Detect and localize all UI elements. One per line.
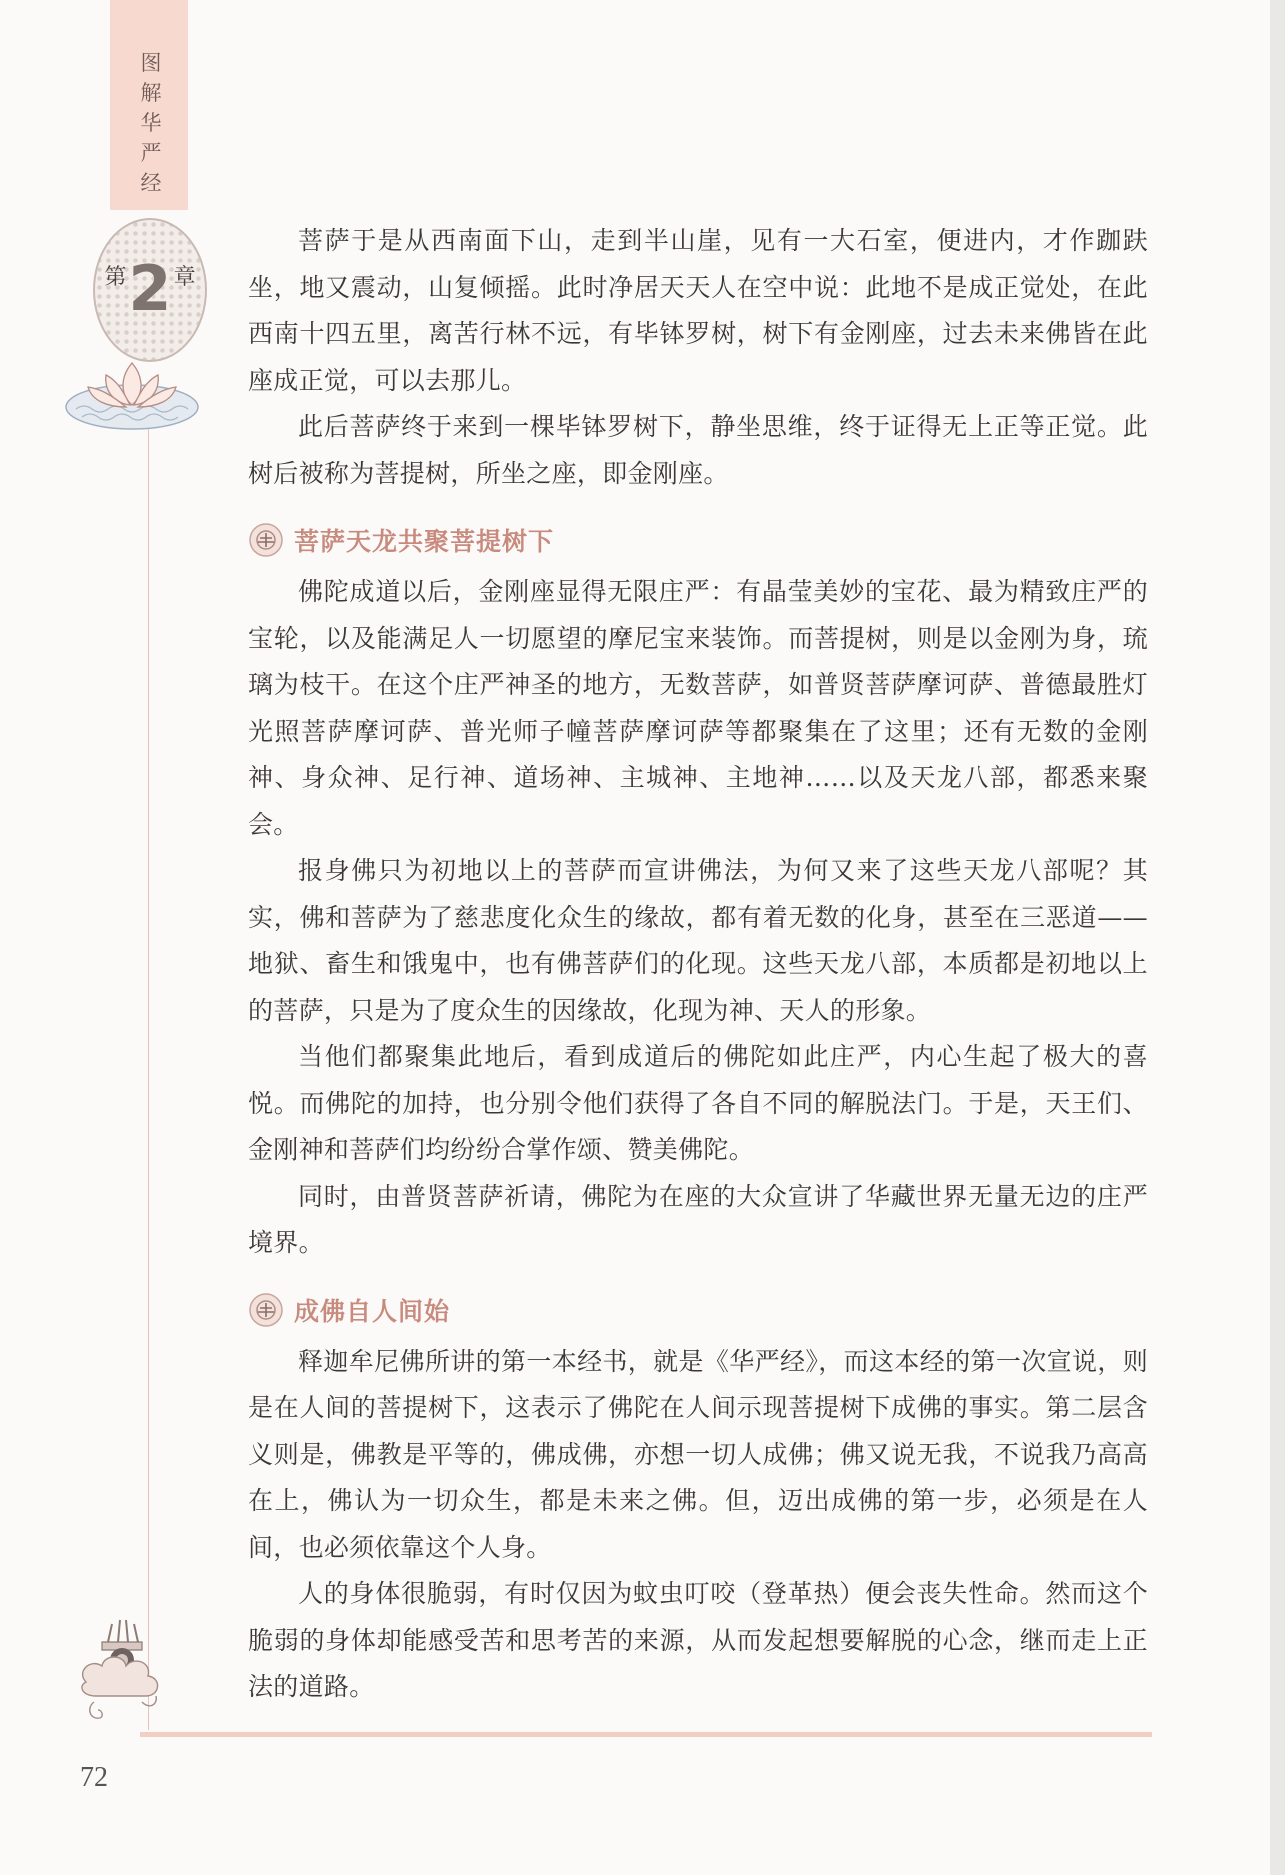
page-number: 72 xyxy=(80,1762,108,1793)
chapter-suffix: 章 xyxy=(173,264,196,290)
page-content xyxy=(248,218,1148,1711)
paragraph: 当他们都聚集此地后，看到成道后的佛陀如此庄严，内心生起了极大的喜悦。而佛陀的加持，也分别令他们获得了各自不同的解脱法门。于是，天王们、金刚神和菩萨们均纷纷合掌作颂、赞美佛陀。 xyxy=(248,1042,1148,1164)
dharma-wheel-icon xyxy=(248,522,284,558)
book-title-vertical: 图解华严经 xyxy=(140,51,162,195)
paragraph: 释迦牟尼佛所讲的第一本经书，就是《华严经》，而这本经的第一次宣说，则是在人间的菩提树下，这表示了佛陀在人间示现菩提树下成佛的事实。第二层含义则是，佛教是平等的，佛成佛，亦想一切人成佛；佛又说无我，不说我乃高高在上，佛认为一切众生，都是未来之佛。但，迈出成佛的第一步，必须是在人间，也必须依靠这个人身。 xyxy=(248,1346,1148,1562)
section-heading xyxy=(248,1287,1148,1333)
section-heading-text: 成佛自人间始 xyxy=(294,1296,451,1326)
section-heading xyxy=(248,517,1148,563)
margin-rule xyxy=(148,390,149,1730)
paragraph: 此后菩萨终于来到一棵毕钵罗树下，静坐思维，终于证得无上正等正觉。此树后被称为菩提树，所坐之座，即金刚座。 xyxy=(248,412,1148,488)
footer-rule xyxy=(140,1732,1152,1737)
paragraph: 佛陀成道以后，金刚座显得无限庄严：有晶莹美妙的宝花、最为精致庄严的宝轮，以及能满足人一切愿望的摩尼宝来装饰。而菩提树，则是以金刚为身，琉璃为枝干。在这个庄严神圣的地方，无数菩萨，如普贤菩萨摩诃萨、普德最胜灯光照菩萨摩诃萨、普光师子幢菩萨摩诃萨等都聚集在了这里；还有无数的金刚神、身众神、足行神、道场神、主城神、主地神……以及天龙八部，都悉来聚会。 xyxy=(248,577,1148,839)
dharma-wheel-icon xyxy=(248,1292,284,1328)
lotus-icon xyxy=(62,355,202,435)
paragraph: 同时，由普贤菩萨祈请，佛陀为在座的大众宣讲了华藏世界无量无边的庄严境界。 xyxy=(248,1181,1148,1257)
cloud-ornament-icon xyxy=(72,1610,172,1730)
chapter-number: 2 xyxy=(128,252,172,325)
chapter-label xyxy=(95,252,205,328)
paragraph: 菩萨于是从西南面下山，走到半山崖，见有一大石室，便进内，才作跏趺坐，地又震动，山复倾摇。此时净居天天人在空中说：此地不是成正觉处，在此西南十四五里，离苦行林不远，有毕钵罗树，树下有金刚座，过去未来佛皆在此座成正觉，可以去那儿。 xyxy=(248,226,1148,395)
page-edge xyxy=(1270,0,1285,1875)
chapter-prefix: 第 xyxy=(104,264,127,290)
paragraph: 报身佛只为初地以上的菩萨而宣讲佛法，为何又来了这些天龙八部呢？其实，佛和菩萨为了慈悲度化众生的缘故，都有着无数的化身，甚至在三恶道——地狱、畜生和饿鬼中，也有佛菩萨们的化现。这些天龙八部，本质都是初地以上的菩萨，只是为了度众生的因缘故，化现为神、天人的形象。 xyxy=(248,856,1148,1025)
paragraph: 人的身体很脆弱，有时仅因为蚊虫叮咬（登革热）便会丧失性命。然而这个脆弱的身体却能感受苦和思考苦的来源，从而发起想要解脱的心念，继而走上正法的道路。 xyxy=(248,1579,1148,1701)
section-heading-text: 菩萨天龙共聚菩提树下 xyxy=(294,527,555,556)
